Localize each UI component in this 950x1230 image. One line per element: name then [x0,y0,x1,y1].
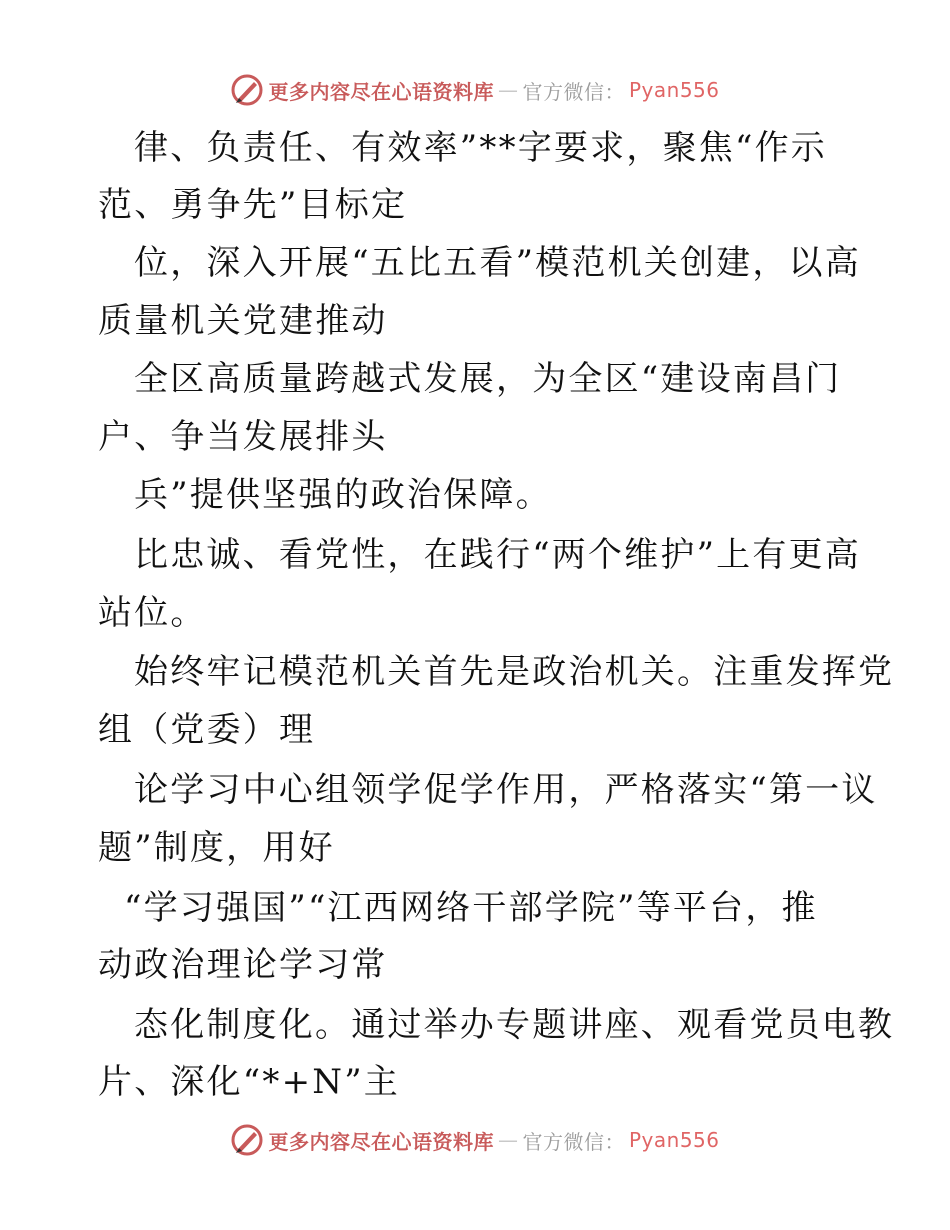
text-line: 律、负责任、有效率”**字要求，聚焦“作示 [134,128,827,168]
text-line: 比忠诚、看党性，在践行“两个维护”上有更高 [134,535,861,575]
header-watermark [0,70,950,110]
watermark-wechat-id: Pyan556 [628,1128,720,1152]
watermark-group [230,1123,719,1157]
text-line: 组（党委）理 [98,710,316,750]
text-line: 片、深化“*+N”主 [98,1062,401,1102]
watermark-official-label: 官方微信： [522,79,625,104]
text-line: 全区高质量跨越式发展，为全区“建设南昌门 [134,359,842,399]
watermark-wechat-id: Pyan556 [628,78,720,102]
text-line: 范、勇争先”目标定 [98,185,408,225]
watermark-separator: — [497,1128,519,1152]
text-line: 位，深入开展“五比五看”模范机关创建，以高 [134,243,861,283]
text-line: 态化制度化。通过举办专题讲座、观看党员电教 [134,1005,895,1045]
text-line: 站位。 [98,593,207,633]
text-line: 户、争当发展排头 [98,417,388,457]
pen-logo-icon [230,1123,264,1157]
watermark-separator: — [497,78,519,102]
text-line: 动政治理论学习常 [98,945,388,985]
text-line: 兵”提供坚强的政治保障。 [134,475,552,515]
text-line: “学习强国”“江西网络干部学院”等平台，推 [124,888,818,928]
text-line: 始终牢记模范机关首先是政治机关。注重发挥党 [134,652,895,692]
pen-logo-icon [230,73,264,107]
watermark-official-label: 官方微信： [522,1129,625,1154]
text-line: 题”制度，用好 [98,828,335,868]
text-line: 质量机关党建推动 [98,301,388,341]
watermark-main-text: 更多内容尽在心语资料库 [268,79,494,104]
footer-watermark [0,1120,950,1160]
watermark-group [230,73,719,107]
text-line: 论学习中心组领学促学作用，严格落实“第一议 [134,770,878,810]
watermark-main-text: 更多内容尽在心语资料库 [268,1129,494,1154]
